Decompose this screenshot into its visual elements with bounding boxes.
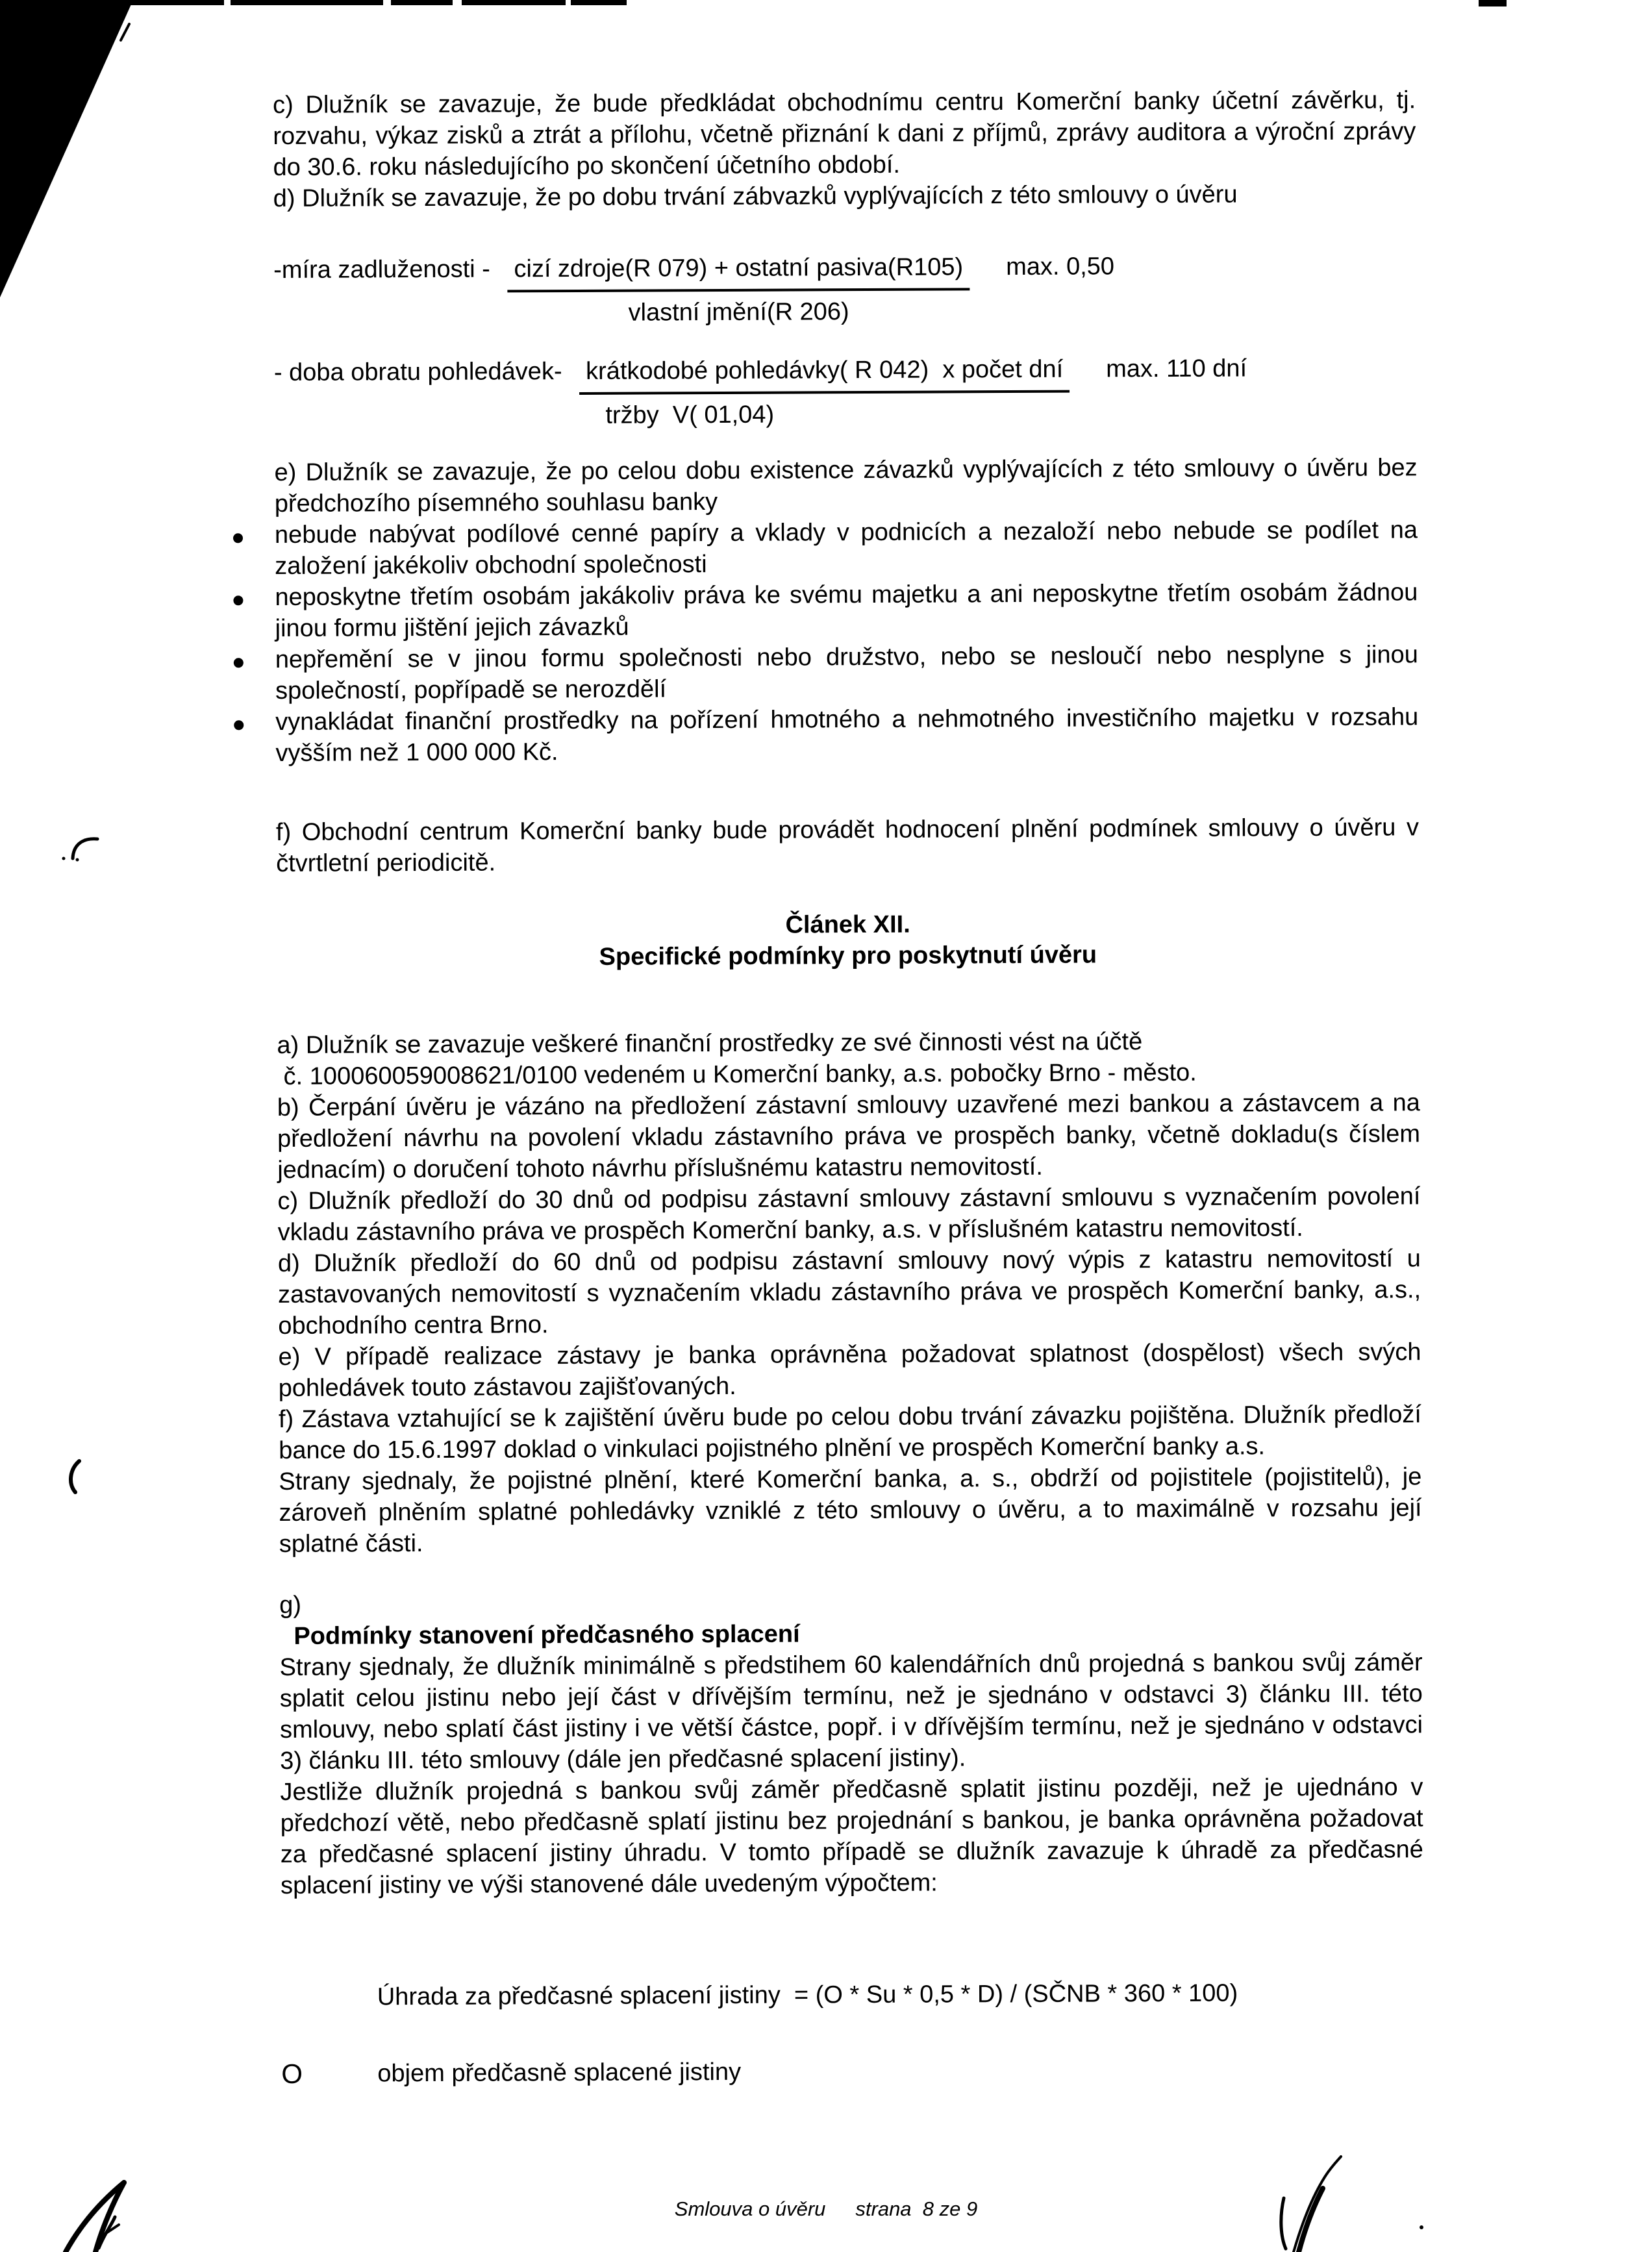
early-repayment-heading: Podmínky stanovení předčasného splacení [294,1620,800,1650]
item-g-label: g) [279,1591,302,1619]
debt-ratio-formula [273,249,1416,330]
bullet-dot [234,707,275,769]
paragraph-f-clause: f) Obchodní centrum Komerční banky bude provádět hodnocení plnění podmínek smlouvy o úvěru v čtvrtletní periodicitě. [275,814,1420,877]
article-subheading: Specifické podmínky pro poskytnutí úvěru [599,941,1097,971]
footer-document-title: Smlouva o úvěru [674,2197,826,2220]
list-item [233,577,1418,644]
paragraph-f: f) Zástava vztahující se k zajištění úvěru bude po celou dobu trvání závazku pojištěna. Dlužník předloží bance do 15.6.1997 doklad o vinkulaci pojistného plnění ve prospěch Komerční banky a.s. [278,1401,1422,1464]
receivables-ratio-label: - doba obratu pohledávek- [273,358,569,386]
page-footer [0,2196,1652,2222]
receivables-ratio-numerator: krátkodobé pohledávky( R 042) x počet dní [579,354,1070,395]
bullet-dot [234,644,275,707]
scan-corner-wedge-top-left [0,0,133,297]
paragraph-insurance: Strany sjednaly, že pojistné plnění, které Komerční banka, a. s., obdrží od pojistitele (pojistitelů), je zároveň plněním splatné pohledávky vzniklé z této smlouvy o úvěru, a to maximálně v rozsahu její splatné části. [279,1463,1422,1558]
debt-ratio-denominator: vlastní jmění(R 206) [628,298,849,327]
debt-ratio-fraction [507,251,970,329]
bullet-dot [233,582,275,644]
receivables-ratio-denominator: tržby V( 01,04) [605,401,775,429]
list-item-text: vynakládat finanční prostředky na pořízení hmotného a nehmotného investičního majetku v rozsahu vyšším než 1 000 000 Kč. [275,703,1419,767]
symbol-meaning: objem předčasně splacené jistiny [377,2058,742,2088]
list-item [234,639,1418,707]
contract-content [273,84,1424,2090]
list-item-text: neposkytne třetím osobám jakákoliv práva ke svému majetku a ani neposkytne třetím osobám žádnou jinou formu jištění jejich závazků [275,579,1418,642]
receivables-ratio-limit: max. 110 dní [1106,355,1247,383]
debt-ratio-limit: max. 0,50 [1006,253,1115,281]
paragraph-e: e) V případě realizace zástavy je banka oprávněna požadovat splatnost (dospělost) všech svých pohledávek touto zástavou zajišťovaných. [278,1338,1421,1402]
paragraph-a-line1: a) Dlužník se zavazuje veškeré finanční prostředky ze své činnosti vést na účtě [277,1028,1143,1059]
paragraph-b: b) Čerpání úvěru je vázáno na předložení zástavní smlouvy uzavřené mezi bankou a zástavcem a na předložení návrhu na povolení vkladu zástavního práva ve prospěch banky, včetně dokladu(s číslem jednacím) o doručení tohoto návrhu příslušnému katastru nemovitostí. [277,1089,1421,1184]
article-heading: Článek XII. [785,910,910,939]
pen-parenthesis-left-margin [71,1461,79,1492]
paragraph-c: c) Dlužník předloží do 30 dnů od podpisu zástavní smlouvy zástavní smlouvu s vyznačením povolení vkladu zástavního práva ve prospěch Komerční banky, a.s. v příslušném katastru nemovitostí. [277,1182,1421,1246]
early-repayment-body-2: Jestliže dlužník projedná s bankou svůj záměr předčasně splatit jistinu později, než je ujednáno v předchozí větě, nebo předčasně splatí jistinu bez projednání s bankou, je banka oprávněna požadovat za předčasné splacení jistiny úhradu. V tomto případě se dlužník zavazuje k úhradě za předčasné splacení jistiny ve výši stanovené dále uvedeným výpočtem: [280,1773,1423,1899]
list-item-text: nebude nabývat podílové cenné papíry a vklady v podnicích a nezaloží nebo nebude se podílet na založení jakékoliv obchodní společnosti [274,516,1418,580]
early-repayment-body-1: Strany sjednaly, že dlužník minimálně s předstihem 60 kalendářních dnů projedná s bankou svůj záměr splatit celou jistinu nebo její část v dřívějším termínu, než je sjednáno v odstavci 3) článku III. této smlouvy, nebo splatí část jistiny i ve větší částce, popř. i v dřívějším termínu, než je sjednáno v odstavci 3) článku III. této smlouvy (dále jen předčasné splacení jistiny). [279,1649,1423,1775]
debt-ratio-numerator: cizí zdroje(R 079) + ostatní pasiva(R105) [507,251,970,292]
paragraph-e-intro: e) Dlužník se zavazuje, že po celou dobu existence závazků vyplývajících z této smlouvy o úvěru bez předchozího písemného souhlasu banky [274,454,1418,518]
early-repayment-formula: Úhrada za předčasné splacení jistiny = (O * Su * 0,5 * D) / (SČNB * 360 * 100) [377,1979,1238,2011]
pen-tick-top-left [121,24,129,40]
pen-curve-left-margin [73,839,97,858]
symbol-label: O [281,2058,303,2089]
list-item-text: nepřemění se v jinou formu společnosti nebo družstvo, nebo se nesloučí nebo nesplyne s jinou společností, popřípadě se nerozdělí [275,641,1418,705]
covenant-list [275,514,1419,769]
pen-dot-left-margin [62,857,66,860]
paragraph-a-line2: č. 100060059008621/0100 vedeném u Komerční banky, a.s. pobočky Brno - město. [283,1058,1197,1090]
list-item [234,701,1418,769]
paragraph-d-clause: d) Dlužník se zavazuje, že po dobu trvání zábvazků vyplývajících z této smlouvy o úvěru [273,181,1238,212]
receivables-ratio-formula [274,352,1417,432]
paragraph-c-clause: c) Dlužník se zavazuje, že bude předkládat obchodnímu centru Komerční banky účetní závěrku, tj. rozvahu, výkaz zisků a ztrát a přílohu, včetně přiznání k dani z příjmů, zprávy auditora a výroční zprávy do 30.6. roku následujícího po skončení účetního období. [273,86,1416,181]
footer-page-number: strana 8 ze 9 [855,2197,978,2220]
pen-dot-left-margin [76,858,79,862]
debt-ratio-label: -míra zadluženosti - [273,255,497,284]
paragraph-d: d) Dlužník předloží do 60 dnů od podpisu zástavní smlouvy nový výpis z katastru nemovitostí u zastavovaných nemovitostí s vyznačením vkladu zástavního práva ve prospěch Komerční banky, a.s., obchodního centra Brno. [277,1245,1421,1340]
symbol-definition-row [281,2053,1424,2090]
receivables-ratio-fraction [579,354,1070,431]
bullet-dot [233,519,275,582]
list-item [233,514,1418,582]
